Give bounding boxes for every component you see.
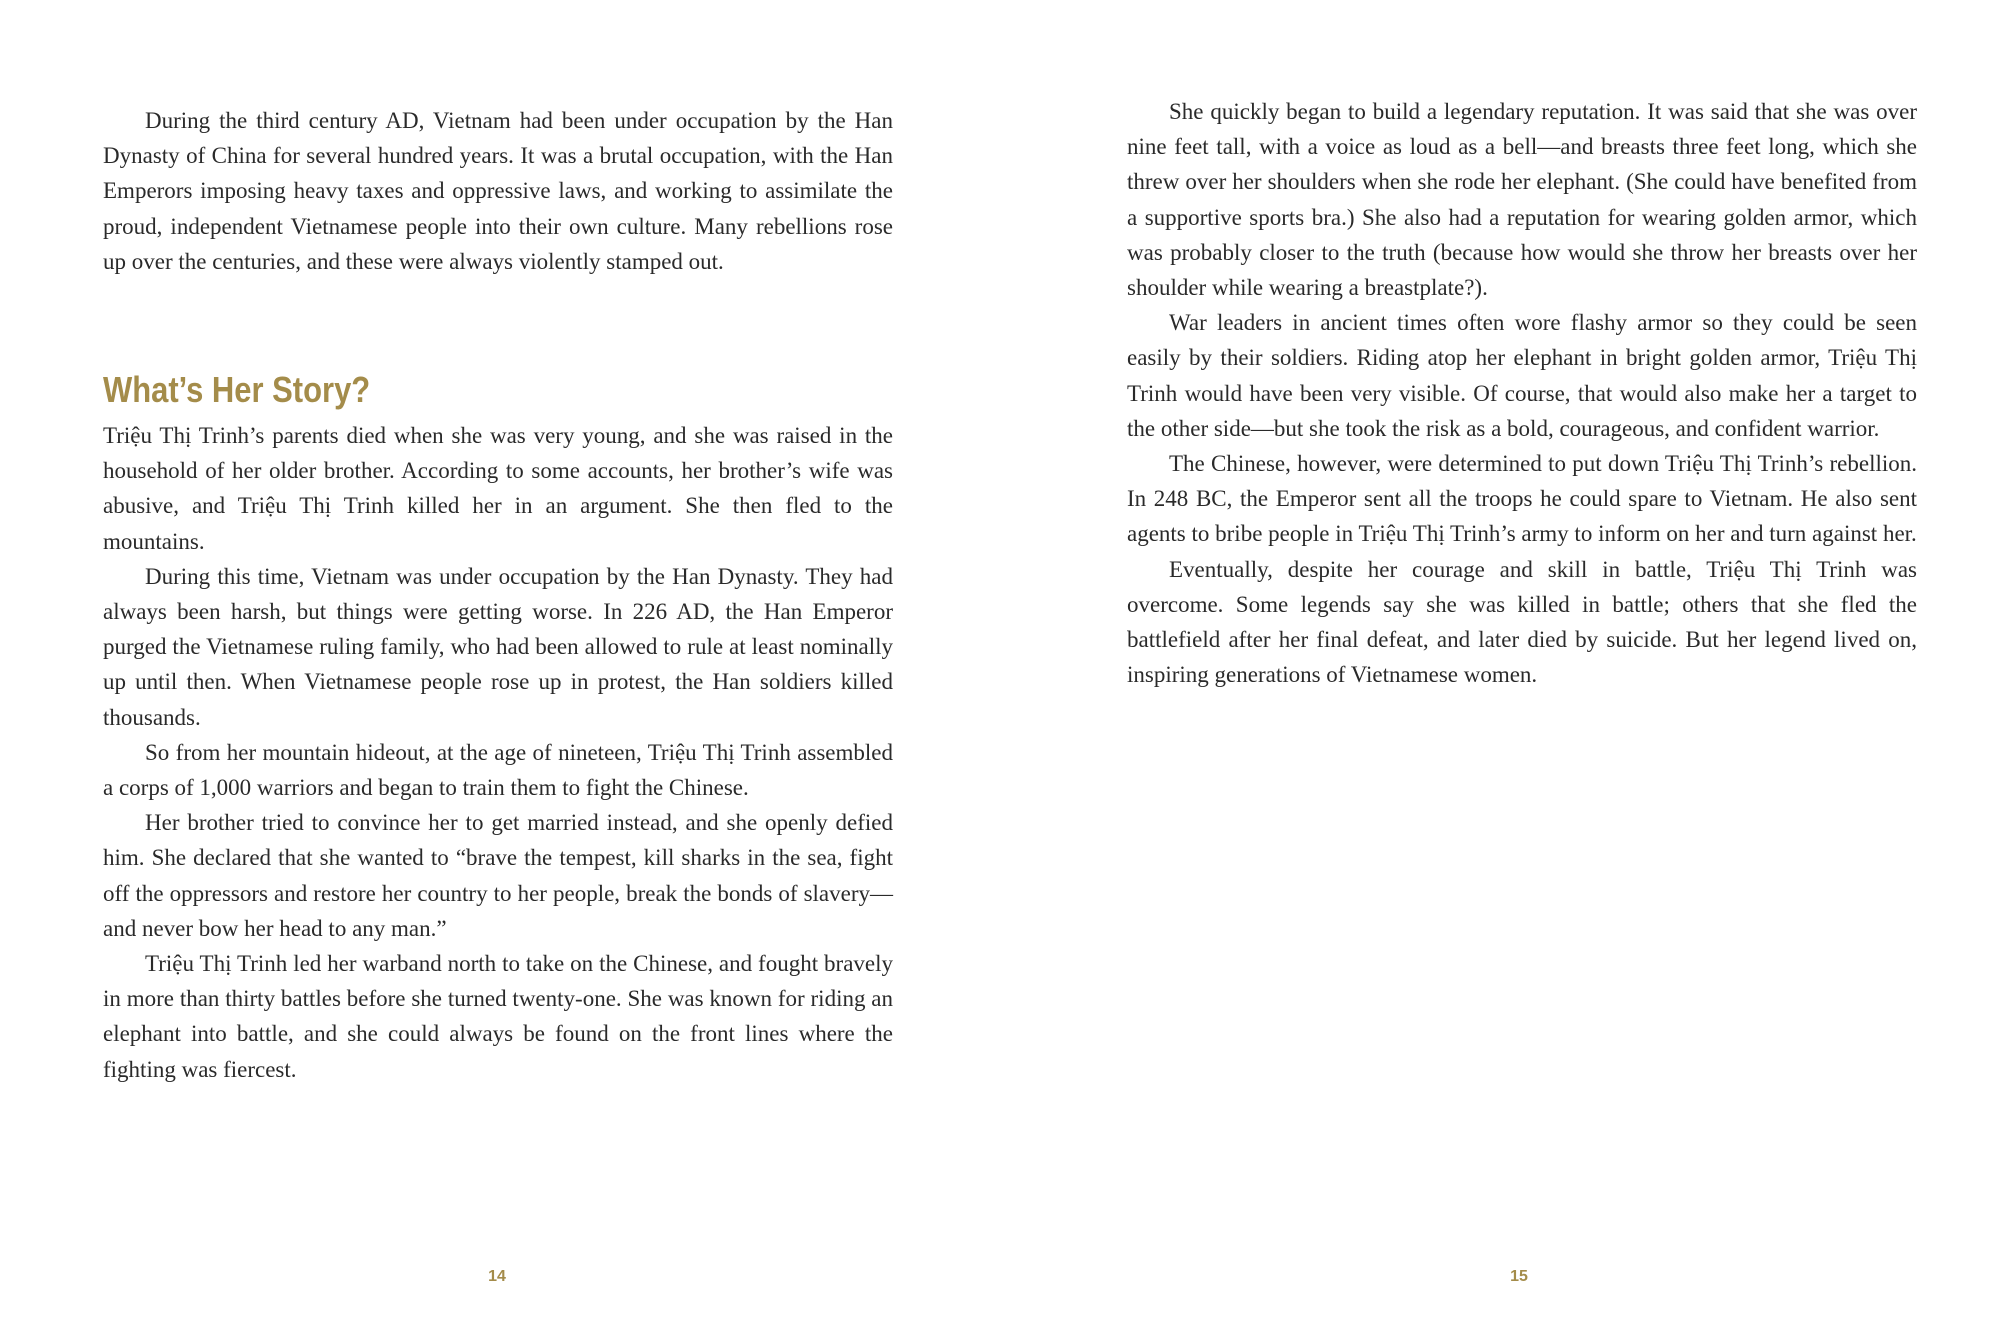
page-number-right: 15 [1510, 1268, 1528, 1285]
body-paragraph: She quickly began to build a legendary reputation. It was said that she was over nine feet tall, with a voice as loud as a bell—and breasts three feet long, which she threw over her shoulders when she rode her elephant. (She could have benefited from a supportive sports bra.) She also had a reputation for wearing golden armor, which was probably closer to the truth (because how would she throw her breasts over her shoulder while wearing a breastplate?). [1127, 99, 1917, 301]
body-paragraph: The Chinese, however, were determined to put down Triệu Thị Trinh’s rebellion. In 248 BC, the Emperor sent all the troops he could spare to Vietnam. He also sent agents to bribe people in Triệu Thị Trinh’s army to inform on her and turn against her. [1127, 451, 1917, 547]
story-paragraph: So from her mountain hideout, at the age of nineteen, Triệu Thị Trinh assembled a corps of 1,000 warriors and began to train them to fight the Chinese. [103, 739, 893, 801]
section-heading: What’s Her Story? [103, 369, 371, 410]
story-paragraph: During this time, Vietnam was under occupation by the Han Dynasty. They had always been harsh, but things were getting worse. In 226 AD, the Han Emperor purged the Vietnamese ruling family, who had been allowed to rule at least nominally up until then. When Vietnamese people rose up in protest, the Han soldiers killed thousands. [103, 563, 893, 730]
right-page [1000, 0, 2000, 1333]
story-paragraph: Her brother tried to convince her to get married instead, and she openly defied him. She declared that she wanted to “brave the tempest, kill sharks in the sea, fight off the oppressors and restore her country to her people, break the bonds of slavery—and never bow her head to any man.” [103, 810, 893, 941]
body-paragraph: War leaders in ancient times often wore flashy armor so they could be seen easily by their soldiers. Riding atop her elephant in bright golden armor, Triệu Thị Trinh would have been very visible. Of course, that would also make her a target to the other side—but she took the risk as a bold, courageous, and confident warrior. [1127, 310, 1917, 441]
story-section [103, 368, 893, 1087]
body-paragraph: Eventually, despite her courage and skill in battle, Triệu Thị Trinh was overcome. Some legends say she was killed in battle; others that she fled the battlefield after her final defeat, and later died by suicide. But her legend lived on, inspiring generations of Vietnamese women. [1127, 556, 1917, 688]
story-paragraph: Triệu Thị Trinh’s parents died when she was very young, and she was raised in the household of her older brother. According to some accounts, her brother’s wife was abusive, and Triệu Thị Trinh killed her in an argument. She then fled to the mountains. [103, 423, 893, 554]
intro-paragraph: During the third century AD, Vietnam had been under occupation by the Han Dynasty of China for several hundred years. It was a brutal occupation, with the Han Emperors imposing heavy taxes and oppressive laws, and working to assimilate the proud, independent Vietnamese people into their own culture. Many rebellions rose up over the centuries, and these were always violently stamped out. [103, 108, 893, 274]
page-number-left: 14 [488, 1268, 506, 1285]
intro-section [103, 103, 893, 279]
story-paragraph: Triệu Thị Trinh led her warband north to take on the Chinese, and fought bravely in more than thirty battles before she turned twenty-one. She was known for riding an elephant into battle, and she could always be found on the front lines where the fighting was fiercest. [103, 951, 893, 1082]
right-page-body [1127, 94, 1917, 692]
